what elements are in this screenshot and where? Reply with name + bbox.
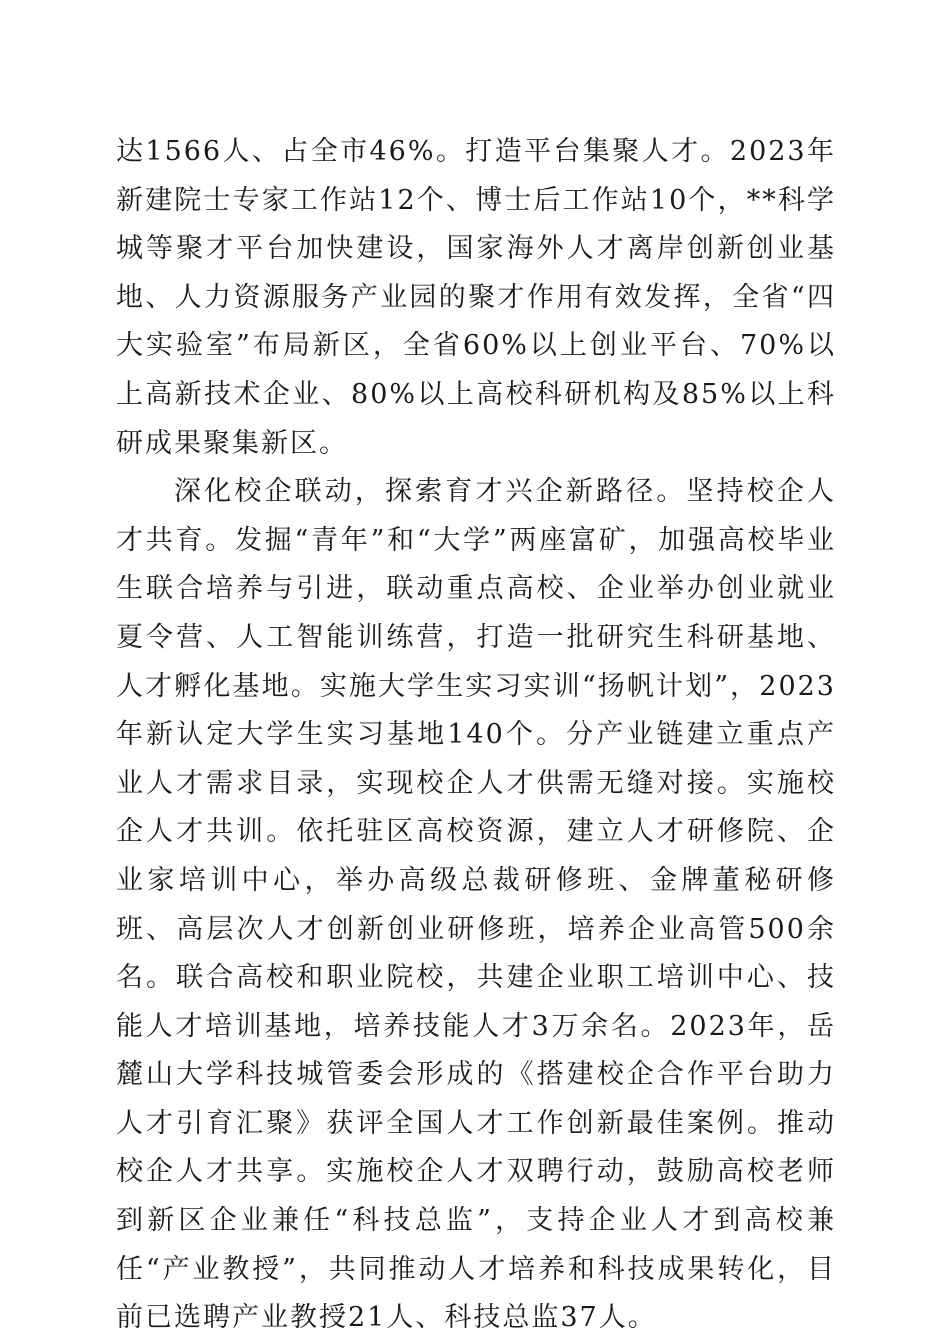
body-text [116,128,836,1343]
paragraph-1: 达1566人、占全市46%。打造平台集聚人才。2023年新建院士专家工作站12个、博士后工作站10个，**科学城等聚才平台加快建设，国家海外人才离岸创新创业基地、人力资源服务产业园的聚才作用有效发挥，全省“四大实验室”布局新区，全省60%以上创业平台、70%以上高新技术企业、80%以上高校科研机构及85%以上科研成果聚集新区。 [116,136,836,459]
paragraph-2: 深化校企联动，探索育才兴企新路径。坚持校企人才共育。发掘“青年”和“大学”两座富矿，加强高校毕业生联合培养与引进，联动重点高校、企业举办创业就业夏令营、人工智能训练营，打造一批研究生科研基地、人才孵化基地。实施大学生实习实训“扬帆计划”，2023年新认定大学生实习基地140个。分产业链建立重点产业人才需求目录，实现校企人才供需无缝对接。实施校企人才共训。依托驻区高校资源，建立人才研修院、企业家培训中心，举办高级总裁研修班、金牌董秘研修班、高层次人才创新创业研修班，培养企业高管500余名。联合高校和职业院校，共建企业职工培训中心、技能人才培训基地，培养技能人才3万余名。2023年，岳麓山大学科技城管委会形成的《搭建校企合作平台助力人才引育汇聚》获评全国人才工作创新最佳案例。推动校企人才共享。实施校企人才双聘行动，鼓励高校老师到新区企业兼任“科技总监”，支持企业人才到高校兼任“产业教授”，共同推动人才培养和科技成果转化，目前已选聘产业教授21人、科技总监37人。 [116,476,836,1334]
